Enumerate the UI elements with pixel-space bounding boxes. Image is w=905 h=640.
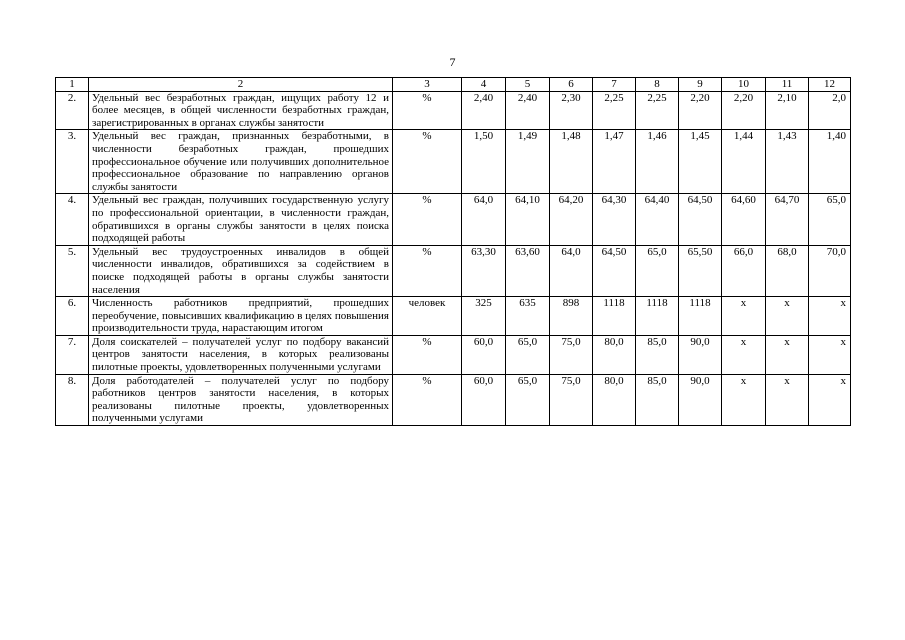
value-cell: 66,0 — [722, 245, 766, 296]
table-row — [56, 130, 851, 194]
row-number: 6. — [56, 297, 89, 336]
row-number: 7. — [56, 335, 89, 374]
value-cell: 1118 — [593, 297, 636, 336]
indicator-name: Удельный вес граждан, получивших государственную услугу по профессиональной ориентации, в численности граждан, обратившихся в органы службы занятости в целях поиска подходящей работы — [89, 194, 393, 245]
row-number: 8. — [56, 374, 89, 425]
value-cell: х — [766, 335, 809, 374]
indicators-table — [55, 77, 851, 426]
value-cell: 64,60 — [722, 194, 766, 245]
header-cell: 4 — [462, 78, 506, 92]
row-number: 2. — [56, 91, 89, 130]
header-cell: 8 — [636, 78, 679, 92]
header-cell: 2 — [89, 78, 393, 92]
value-cell: 64,30 — [593, 194, 636, 245]
value-cell: 325 — [462, 297, 506, 336]
value-cell: 85,0 — [636, 374, 679, 425]
value-cell: 1118 — [679, 297, 722, 336]
value-cell: х — [722, 297, 766, 336]
indicator-name: Доля работодателей – получателей услуг по подбору работников центров занятости населения, в которых реализованы пилотные проекты, удовлетворенных полученными услугами — [89, 374, 393, 425]
value-cell: 75,0 — [550, 335, 593, 374]
value-cell: 64,70 — [766, 194, 809, 245]
value-cell: 2,40 — [506, 91, 550, 130]
value-cell: 2,10 — [766, 91, 809, 130]
table-row — [56, 297, 851, 336]
value-cell: 1,40 — [809, 130, 851, 194]
value-cell: 2,25 — [593, 91, 636, 130]
value-cell: 2,20 — [722, 91, 766, 130]
value-cell: 2,40 — [462, 91, 506, 130]
value-cell: 64,0 — [462, 194, 506, 245]
value-cell: 2,30 — [550, 91, 593, 130]
value-cell: 2,0 — [809, 91, 851, 130]
value-cell: 64,0 — [550, 245, 593, 296]
value-cell: х — [722, 374, 766, 425]
value-cell: х — [809, 335, 851, 374]
unit-cell: % — [393, 335, 462, 374]
value-cell: х — [766, 374, 809, 425]
table-row — [56, 91, 851, 130]
table-body — [56, 78, 851, 426]
table-row — [56, 194, 851, 245]
row-number: 3. — [56, 130, 89, 194]
value-cell: 1,48 — [550, 130, 593, 194]
value-cell: 60,0 — [462, 335, 506, 374]
header-cell: 11 — [766, 78, 809, 92]
unit-cell: % — [393, 245, 462, 296]
header-cell: 5 — [506, 78, 550, 92]
unit-cell: % — [393, 130, 462, 194]
value-cell: х — [766, 297, 809, 336]
value-cell: 65,50 — [679, 245, 722, 296]
header-cell: 1 — [56, 78, 89, 92]
value-cell: 2,25 — [636, 91, 679, 130]
value-cell: 65,0 — [506, 374, 550, 425]
value-cell: 2,20 — [679, 91, 722, 130]
table-row — [56, 245, 851, 296]
value-cell: 65,0 — [636, 245, 679, 296]
table-row — [56, 374, 851, 425]
indicator-name: Удельный вес граждан, признанных безработными, в численности безработных граждан, прошедших профессиональное обучение или получивших дополнительное профессиональное образование по направлению органов службы занятости — [89, 130, 393, 194]
header-cell: 10 — [722, 78, 766, 92]
value-cell: 70,0 — [809, 245, 851, 296]
page-number: 7 — [449, 55, 456, 69]
table-header-row — [56, 78, 851, 92]
value-cell: 1,47 — [593, 130, 636, 194]
indicator-name: Численность работников предприятий, прошедших переобучение, повысивших квалификацию в целях повышения производительности труда, нарастающим итогом — [89, 297, 393, 336]
header-cell: 3 — [393, 78, 462, 92]
header-cell: 6 — [550, 78, 593, 92]
value-cell: 64,20 — [550, 194, 593, 245]
value-cell: 68,0 — [766, 245, 809, 296]
indicator-name: Удельный вес безработных граждан, ищущих работу 12 и более месяцев, в общей численности безработных граждан, зарегистрированных в органах службы занятости — [89, 91, 393, 130]
value-cell: 63,60 — [506, 245, 550, 296]
header-cell: 12 — [809, 78, 851, 92]
table-row — [56, 335, 851, 374]
value-cell: 64,40 — [636, 194, 679, 245]
value-cell: 90,0 — [679, 335, 722, 374]
value-cell: 64,50 — [679, 194, 722, 245]
value-cell: 63,30 — [462, 245, 506, 296]
value-cell: 1118 — [636, 297, 679, 336]
value-cell: 1,45 — [679, 130, 722, 194]
value-cell: 80,0 — [593, 374, 636, 425]
value-cell: 1,49 — [506, 130, 550, 194]
value-cell: 60,0 — [462, 374, 506, 425]
unit-cell: % — [393, 194, 462, 245]
value-cell: 75,0 — [550, 374, 593, 425]
value-cell: 1,43 — [766, 130, 809, 194]
indicator-name: Удельный вес трудоустроенных инвалидов в общей численности инвалидов, обратившихся за содействием в поиске подходящей работы в органы службы занятости населения — [89, 245, 393, 296]
value-cell: х — [809, 297, 851, 336]
value-cell: 80,0 — [593, 335, 636, 374]
unit-cell: % — [393, 91, 462, 130]
value-cell: х — [809, 374, 851, 425]
value-cell: 85,0 — [636, 335, 679, 374]
value-cell: 635 — [506, 297, 550, 336]
value-cell: 65,0 — [506, 335, 550, 374]
value-cell: 1,44 — [722, 130, 766, 194]
value-cell: 1,46 — [636, 130, 679, 194]
value-cell: 65,0 — [809, 194, 851, 245]
value-cell: х — [722, 335, 766, 374]
header-cell: 9 — [679, 78, 722, 92]
unit-cell: человек — [393, 297, 462, 336]
row-number: 5. — [56, 245, 89, 296]
value-cell: 898 — [550, 297, 593, 336]
value-cell: 1,50 — [462, 130, 506, 194]
row-number: 4. — [56, 194, 89, 245]
value-cell: 90,0 — [679, 374, 722, 425]
unit-cell: % — [393, 374, 462, 425]
header-cell: 7 — [593, 78, 636, 92]
value-cell: 64,50 — [593, 245, 636, 296]
indicator-name: Доля соискателей – получателей услуг по подбору вакансий центров занятости населения, в которых реализованы пилотные проекты, удовлетворенных полученными услугами — [89, 335, 393, 374]
value-cell: 64,10 — [506, 194, 550, 245]
